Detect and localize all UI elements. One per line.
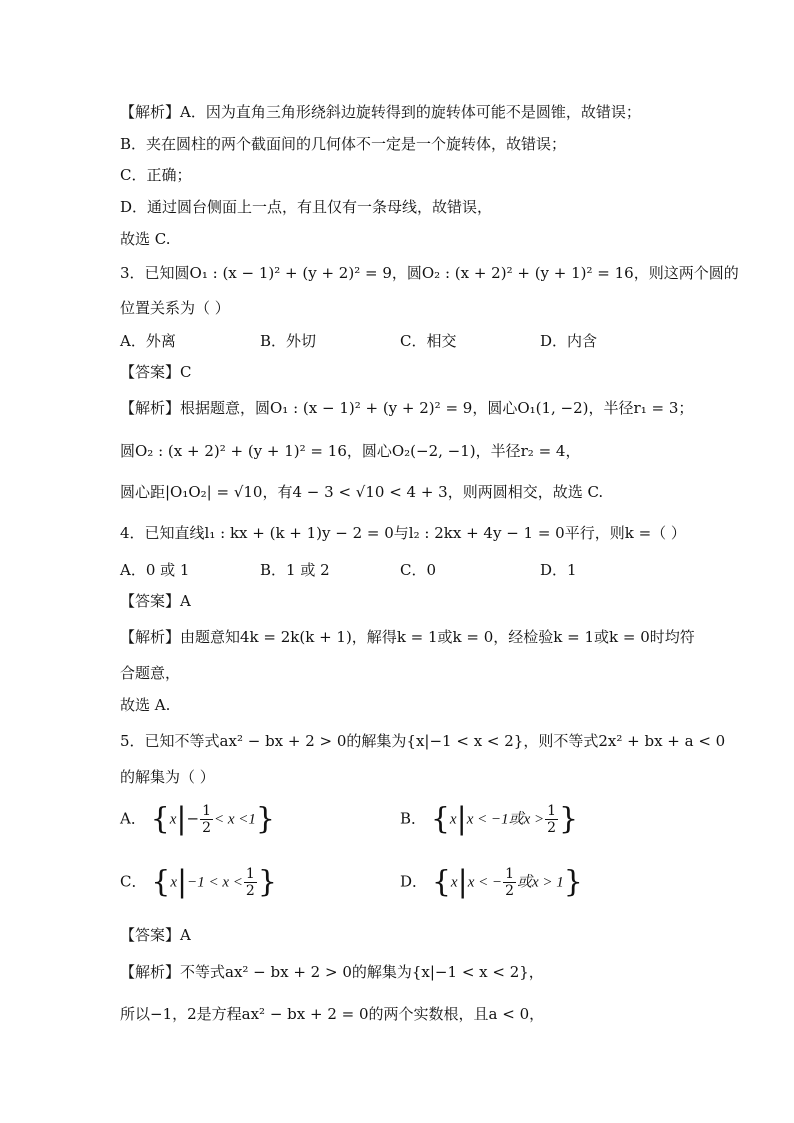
option-a-var: x <box>169 811 177 828</box>
solution-q2-line3: C．正确； <box>120 166 192 184</box>
question-4-solution-line1: 【解析】由题意知4k = 2k(k + 1)，解得k = 1或k = 0，经检验k = 1或k = 0时均符 <box>120 628 695 646</box>
option-d-label: D． <box>400 872 428 891</box>
option-b-var: x <box>449 811 457 828</box>
option-b-mid: x < −1或x > <box>466 811 545 828</box>
question-3-option-d: D．内含 <box>540 332 598 350</box>
option-a-fraction: $\frac{1}{2}$ <box>202 803 211 836</box>
question-4-solution-line3: 故选 A. <box>120 696 171 714</box>
question-5-answer: 【答案】A <box>120 926 191 944</box>
question-3-option-a: A．外离 <box>120 332 176 350</box>
option-c-mid: −1 < x < <box>187 874 243 891</box>
question-3-option-b: B．外切 <box>260 332 317 350</box>
question-3-solution-line3: 圆心距|O₁O₂| = √10，有4 − 3 < √10 < 4 + 3，则两圆相交，故选 C. <box>120 483 604 501</box>
question-5-option-c: C． {x|−1 < x < $\frac{1}{2}$ } <box>120 864 277 900</box>
option-d-var: x <box>450 874 458 891</box>
question-4-option-c: C．0 <box>400 561 437 579</box>
solution-q2-line4: D．通过圆台侧面上一点，有且仅有一条母线，故错误， <box>120 198 493 216</box>
question-4-line1: 4．已知直线l₁ : kx + (k + 1)y − 2 = 0与l₂ : 2kx + 4y − 1 = 0平行，则k =（ ） <box>120 524 686 542</box>
question-3-line1: 3．已知圆O₁ : (x − 1)² + (y + 2)² = 9，圆O₂ : (x + 2)² + (y + 1)² = 16，则这两个圆的 <box>120 264 739 282</box>
question-5-option-d: D． {x|x < − $\frac{1}{2}$ 或x > 1} <box>400 864 583 900</box>
option-b-label: B． <box>400 809 427 828</box>
option-d-rest: 或x > 1 <box>517 874 564 891</box>
option-d-mid: x < − <box>467 874 503 891</box>
question-5-line1: 5．已知不等式ax² − bx + 2 > 0的解集为{x|−1 < x < 2}，则不等式2x² + bx + a < 0 <box>120 732 726 750</box>
option-c-var: x <box>170 874 178 891</box>
option-b-fraction: $\frac{1}{2}$ <box>547 803 557 836</box>
option-a-mid: − <box>186 809 200 828</box>
solution-q2-line1: 【解析】A．因为直角三角形绕斜边旋转得到的旋转体可能不是圆锥，故错误； <box>120 103 641 121</box>
question-3-solution-line2: 圆O₂ : (x + 2)² + (y + 1)² = 16，圆心O₂(−2, −1)，半径r₂ = 4， <box>120 442 581 460</box>
question-3-solution-line1: 【解析】根据题意，圆O₁ : (x − 1)² + (y + 2)² = 9，圆心O₁(1, −2)，半径r₁ = 3； <box>120 399 694 417</box>
question-4-option-b: B．1 或 2 <box>260 561 330 579</box>
option-d-fraction: $\frac{1}{2}$ <box>505 866 515 899</box>
question-4-option-a: A．0 或 1 <box>120 561 190 579</box>
question-3-option-c: C．相交 <box>400 332 457 350</box>
question-4-solution-line2: 合题意， <box>120 664 181 682</box>
question-3-answer: 【答案】C <box>120 363 192 381</box>
solution-q2-line2: B．夹在圆柱的两个截面间的几何体不一定是一个旋转体，故错误； <box>120 135 567 153</box>
option-a-label: A． <box>120 809 146 828</box>
solution-q2-line5: 故选 C. <box>120 230 171 248</box>
option-a-rest: < x <1 <box>214 811 256 828</box>
question-5-option-a: A． {x|− $\frac{1}{2}$ < x <1} <box>120 801 275 837</box>
question-5-solution-line2: 所以−1，2是方程ax² − bx + 2 = 0的两个实数根，且a < 0， <box>120 1005 545 1023</box>
question-3-line2: 位置关系为（ ） <box>120 299 230 317</box>
question-4-answer: 【答案】A <box>120 592 191 610</box>
option-c-label: C． <box>120 872 147 891</box>
question-5-option-b: B． {x|x < −1或x > $\frac{1}{2}$ } <box>400 801 579 837</box>
question-5-line2: 的解集为（ ） <box>120 768 215 786</box>
option-c-fraction: $\frac{1}{2}$ <box>245 866 255 899</box>
question-4-option-d: D．1 <box>540 561 577 579</box>
question-5-solution-line1: 【解析】不等式ax² − bx + 2 > 0的解集为{x|−1 < x < 2}， <box>120 963 544 981</box>
